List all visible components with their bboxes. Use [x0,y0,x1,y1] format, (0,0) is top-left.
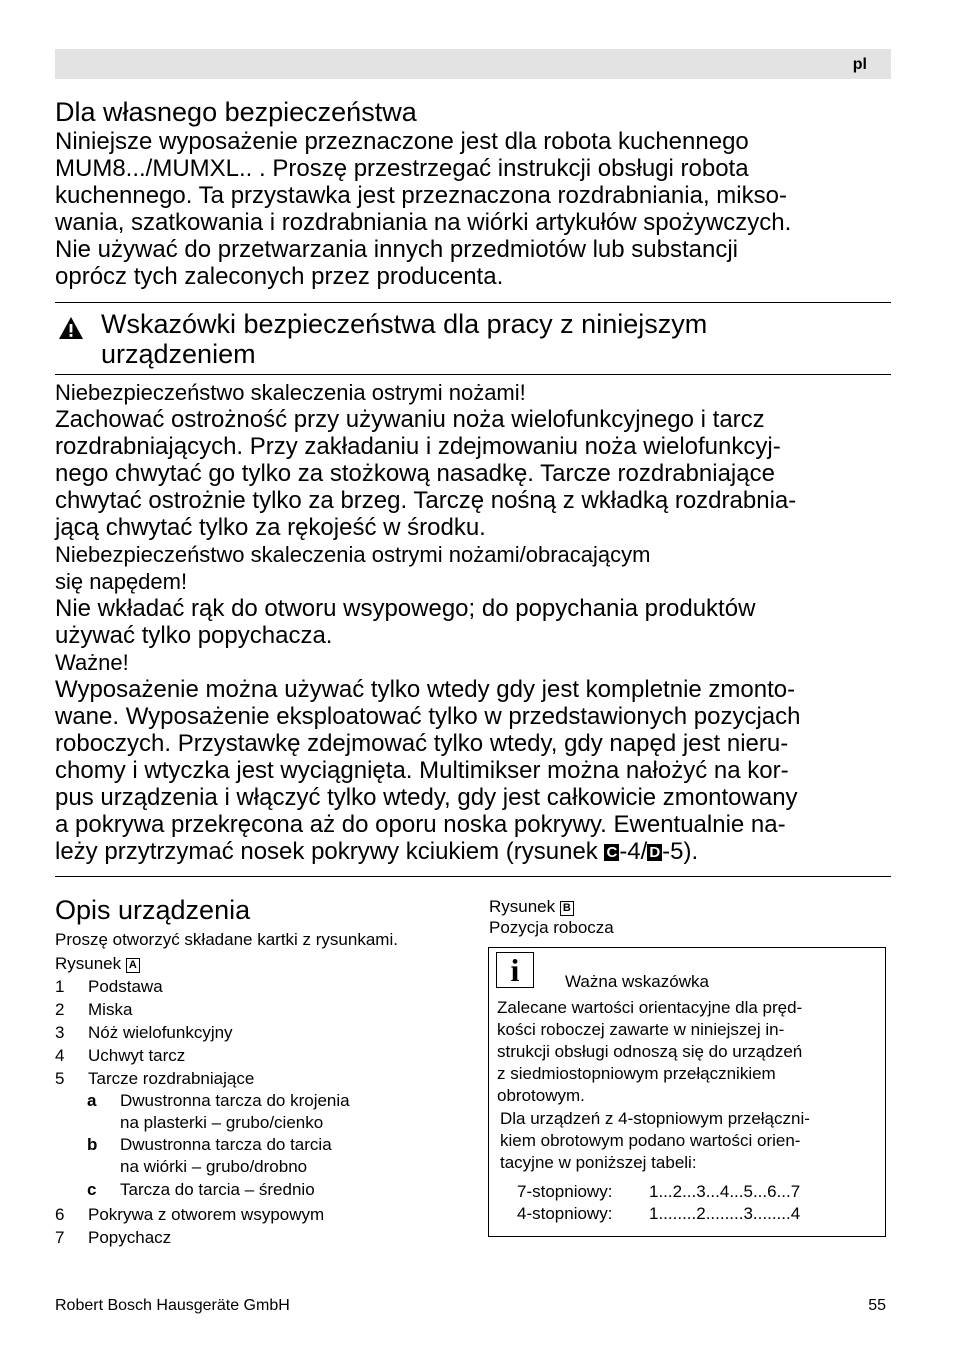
text-line: używać tylko popychacza. [55,622,333,649]
warning-icon [58,316,84,340]
text-line: roboczych. Przystawkę zdejmować tylko wtedy, gdy napęd jest nieru- [55,730,789,757]
info-paragraph: Zalecane wartości orientacyjne dla pręd- kości roboczej zawarte w niniejszej in- strukcji obsługi odnoszą się do urządzeń z siedmiostopniowym przełącznikiem obrotowym. [497,998,803,1105]
text-line: wania, szatkowania i rozdrabniania na wiórki artykułów spożywczych. [55,209,792,236]
list-item: 4 Uchwyt tarcz [55,1046,186,1065]
divider [55,302,891,303]
section-title-safety: Dla własnego bezpieczeństwa [55,97,417,127]
warning-heading [55,541,895,595]
section-safety-text [55,128,791,290]
text-line: nego chwytać go tylko za stożkową nasadkę. Tarcze rozdrabniające [55,460,775,487]
list-item: 1 Podstawa [55,977,163,996]
list-item: 5 Tarcze rozdrabniające [55,1069,255,1088]
table-row: 7-stopniowy: 1...2...3...4...5...6...7 [517,1182,801,1201]
language-bar [55,49,891,79]
text-line: oprócz tych zaleconych przez producenta. [55,263,504,290]
info-paragraph: Dla urządzeń z 4-stopniowym przełączni- kiem obrotowym podano wartości orien- tacyjne w poniższej tabeli: [500,1109,810,1172]
info-icon: i [496,952,534,988]
figure-b-label: Rysunek B [489,895,574,918]
text-line: kuchennego. Ta przystawka jest przeznaczona rozdrabniania, mikso- [55,182,787,209]
divider [55,374,891,375]
heading-line: się napędem! [55,569,188,594]
sub-list-item: c Tarcza do tarcia – średnio [87,1180,315,1199]
intro-text: Proszę otworzyć składane kartki z rysunkami. [55,930,398,949]
figure-c-badge: C [606,844,618,861]
title-line: Wskazówki bezpieczeństwa dla pracy z niniejszym [101,309,708,339]
heading-line: Niebezpieczeństwo skaleczenia ostrymi nożami/obracającym [55,542,651,567]
text-line: leży przytrzymać nosek pokrywy kciukiem (rysunek C-4/ D-5). [55,838,699,865]
list-item: 3 Nóż wielofunkcyjny [55,1023,233,1042]
text-line: chwytać ostrożnie tylko za brzeg. Tarczę nośną z wkładką rozdrabnia- [55,487,797,514]
text-line: MUM8.../MUMXL.. . Proszę przestrzegać instrukcji obsługi robota [55,155,749,182]
text-line: chomy i wtyczka jest wyciągnięta. Multimikser można nałożyć na kor- [55,757,789,784]
warning-text [55,406,895,541]
info-box [488,947,886,1237]
list-item: 2 Miska [55,1000,133,1019]
figure-d-badge: D [649,844,661,861]
list-item: 6 Pokrywa z otworem wsypowym [55,1205,325,1224]
figure-a-badge: A [126,958,140,973]
section-title-safety-instructions [101,309,707,369]
section-safety-instructions-text [55,379,895,865]
text-line: rozdrabniających. Przy zakładaniu i zdejmowaniu noża wielofunkcyj- [55,433,781,460]
text-line: pus urządzenia i włączyć tylko wtedy, gdy jest całkowicie zmontowany [55,784,798,811]
info-title: Ważna wskazówka [565,972,709,991]
divider [55,876,891,877]
important-text [55,676,895,865]
figure-b-badge: B [560,901,574,916]
text-line: a pokrywa przekręcona aż do oporu noska pokrywy. Ewentualnie na- [55,811,786,838]
table-row: 4-stopniowy: 1........2........3........4 [517,1204,801,1223]
text-line: Zachować ostrożność przy używaniu noża wielofunkcyjnego i tarcz [55,406,765,433]
warning-heading: Niebezpieczeństwo skaleczenia ostrymi nożami! [55,380,526,405]
important-heading: Ważne! [55,650,129,675]
text-line: Niniejsze wyposażenie przeznaczone jest dla robota kuchennego [55,128,749,155]
sub-list-item: a Dwustronna tarcza do krojenia na plasterki – grubo/cienko [87,1091,350,1132]
text-line: Wyposażenie można używać tylko wtedy gdy jest kompletnie zmonto- [55,676,796,703]
working-position-text: Pozycja robocza [489,918,614,937]
title-line: urządzeniem [101,339,256,369]
language-code: pl [852,56,867,73]
text-line: wane. Wyposażenie eksploatować tylko w przedstawionych pozycjach [55,703,801,730]
figure-a-label: Rysunek A [55,952,140,975]
section-title-description: Opis urządzenia [55,895,251,925]
page-number: 55 [868,1297,886,1314]
text-line: Nie wkładać rąk do otworu wsypowego; do popychania produktów [55,595,756,622]
text-line: jącą chwytać tylko za rękojeść w środku. [55,514,486,541]
list-item: 7 Popychacz [55,1228,172,1247]
warning-text [55,595,895,649]
sub-list-item: b Dwustronna tarcza do tarcia na wiórki – grubo/drobno [87,1135,332,1176]
speed-table [517,1181,800,1225]
footer-company: Robert Bosch Hausgeräte GmbH [55,1297,290,1314]
text-line: Nie używać do przetwarzania innych przedmiotów lub substancji [55,236,738,263]
